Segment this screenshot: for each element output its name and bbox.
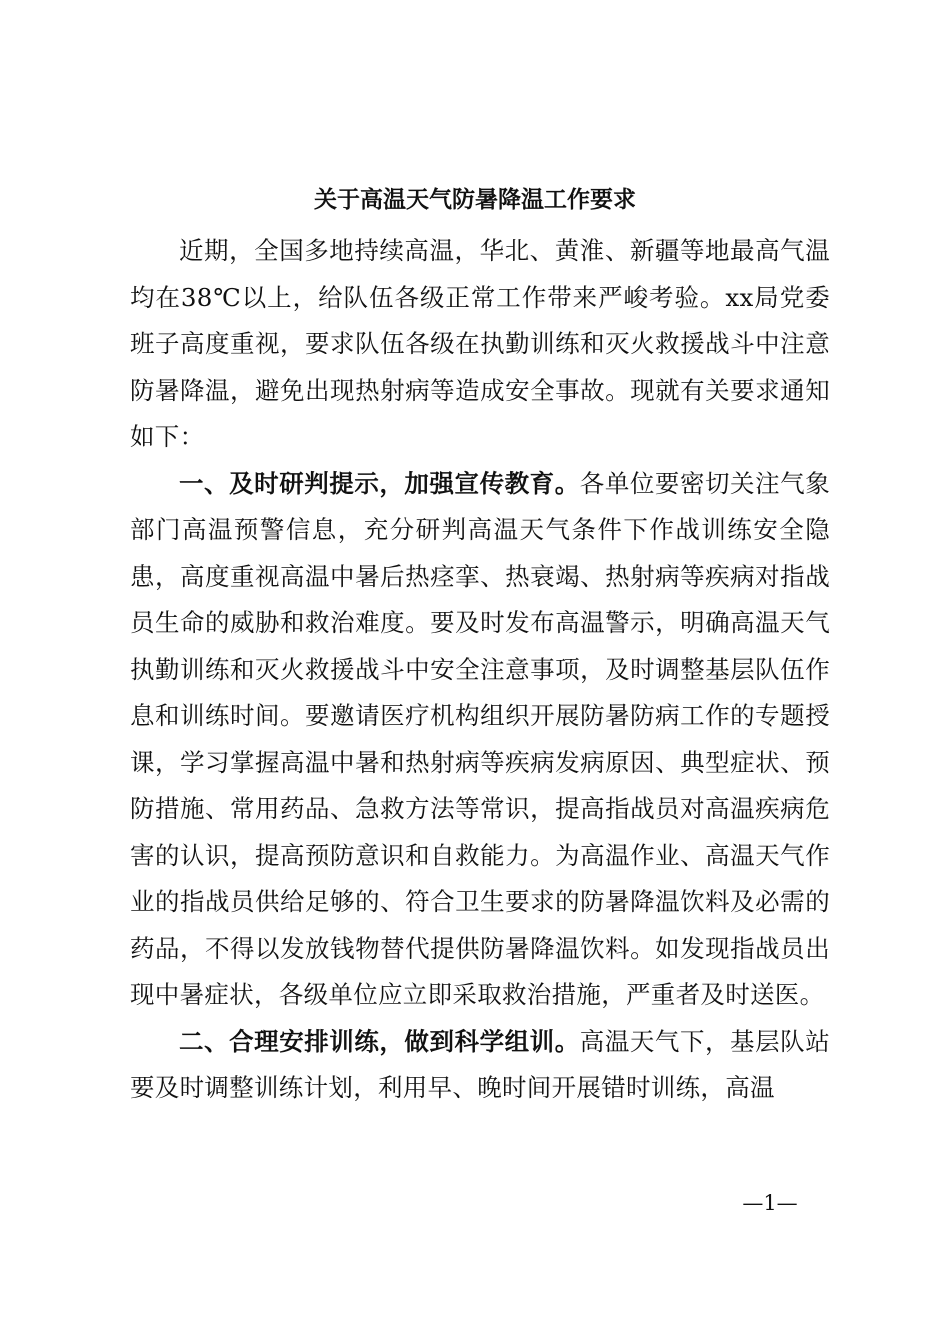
document-title: 关于高温天气防暑降温工作要求 [314,186,636,213]
section-1-heading: 一、及时研判提示，加强宣传教育。 [179,468,580,498]
intro-paragraph: 近期，全国多地持续高温，华北、黄淮、新疆等地最高气温均在38℃以上，给队伍各级正常工作带来严峻考验。xx局党委班子高度重视，要求队伍各级在执勤训练和灭火救援战斗中注意防暑降温，避免出现热射病等造成安全事故。现就有关要求通知如下： [130,236,830,451]
section-2-heading: 二、合理安排训练，做到科学组训。 [179,1026,580,1056]
section-2-paragraph [130,1019,830,1112]
page-number: —1— [742,1191,798,1215]
section-1-body: 各单位要密切关注气象部门高温预警信息，充分研判高温天气条件下作战训练安全隐患，高度重视高温中暑后热痉挛、热衰竭、热射病等疾病对指战员生命的威胁和救治难度。要及时发布高温警示，明确高温天气执勤训练和灭火救援战斗中安全注意事项，及时调整基层队伍作息和训练时间。要邀请医疗机构组织开展防暑防病工作的专题授课，学习掌握高温中暑和热射病等疾病发病原因、典型症状、预防措施、常用药品、急救方法等常识，提高指战员对高温疾病危害的认识，提高预防意识和自救能力。为高温作业、高温天气作业的指战员供给足够的、符合卫生要求的防暑降温饮料及必需的药品，不得以发放钱物替代提供防暑降温饮料。如发现指战员出现中暑症状，各级单位应立即采取救治措施，严重者及时送医。 [130,468,830,1009]
section-2-body: 高温天气下，基层队站要及时调整训练计划，利用早、晚时间开展错时训练，高温 [130,1026,830,1102]
section-1-paragraph [130,461,830,1019]
document-body [130,228,830,1112]
